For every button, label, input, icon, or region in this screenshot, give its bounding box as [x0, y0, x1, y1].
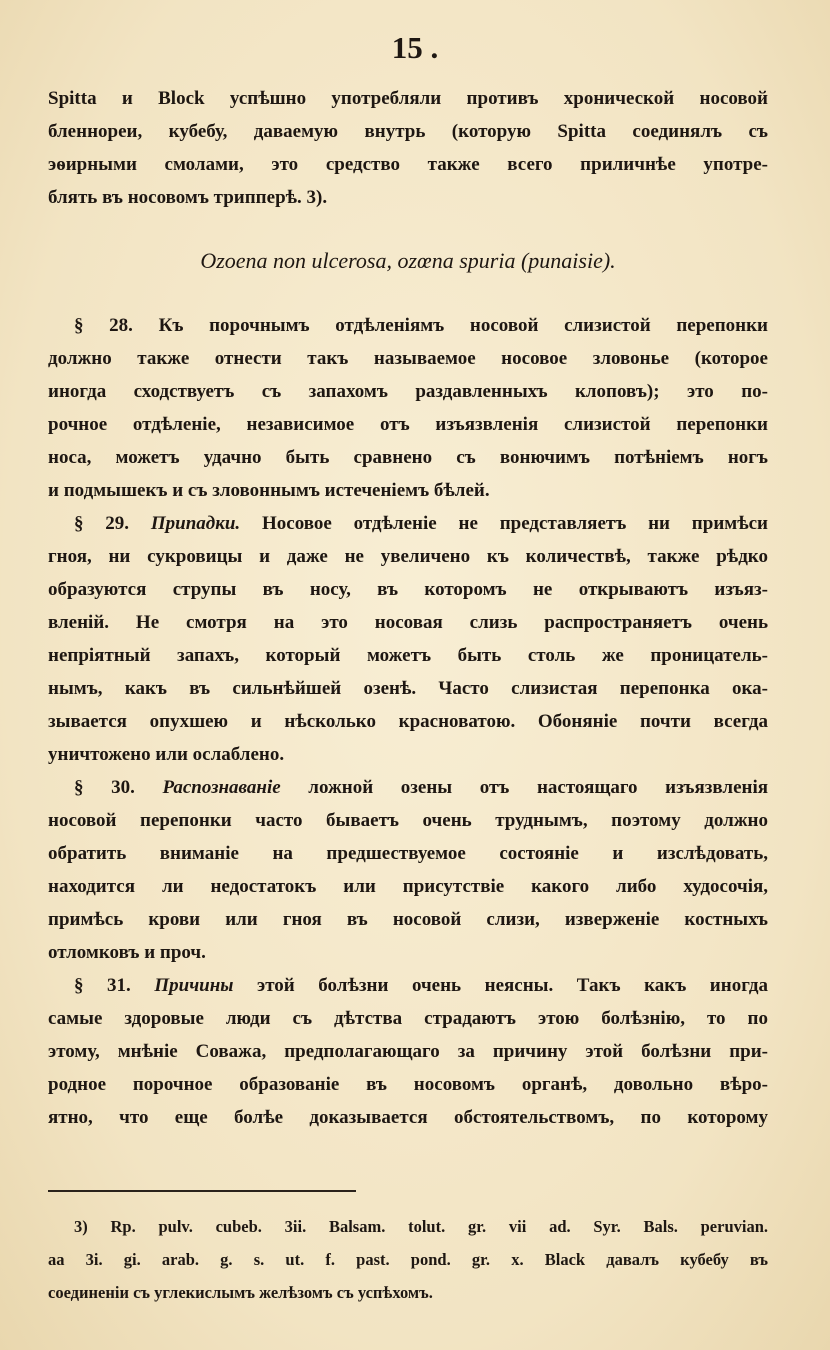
paragraph-29-line: образуются струпы въ носу, въ которомъ не открываютъ изъяз- [48, 579, 768, 600]
paragraph-30-line: носовой перепонки часто бываетъ очень труднымъ, поэтому должно [48, 810, 768, 831]
paragraph-30-line: примѣсь крови или гноя въ носовой слизи, изверженіе костныхъ [48, 909, 768, 930]
paragraph-28-line: рочное отдѣленіе, независимое отъ изъязвленія слизистой перепонки [48, 414, 768, 435]
section-text: ложной озены отъ настоящаго изъязвленія [308, 777, 769, 798]
text-line: эѳирными смолами, это средство также всего приличнѣе употре- [48, 154, 768, 175]
section-lead: Распознаваніе [162, 777, 281, 798]
paragraph-29-line: нымъ, какъ въ сильнѣйшей озенѣ. Часто слизистая перепонка ока- [48, 678, 768, 699]
footnote-line: соединеніи съ углекислымъ желѣзомъ съ успѣхомъ. [48, 1283, 433, 1302]
section-number: § 30. [74, 777, 135, 798]
paragraph-31-line: самые здоровые люди съ дѣтства страдаютъ этою болѣзнію, то по [48, 1008, 768, 1029]
section-number: § 29. [74, 513, 130, 534]
section-lead: Причины [154, 975, 234, 996]
section-lead: Припадки. [150, 513, 241, 534]
paragraph-28-line: иногда сходствуетъ съ запахомъ раздавленныхъ клоповъ); это по- [48, 381, 768, 402]
paragraph-30-line: отломковъ и проч. [48, 942, 206, 963]
paragraph-29-first-line [48, 507, 768, 540]
section-text: Носовое отдѣленіе не представляетъ ни примѣси [261, 513, 768, 534]
text-line: Spitta и Block успѣшно употребляли противъ хронической носовой [48, 88, 768, 109]
paragraph-29-line: гноя, ни сукровицы и даже не увеличено къ количествѣ, также рѣдко [48, 546, 768, 567]
text-line: бленнореи, кубебу, даваемую внутрь (которую Spitta соединялъ съ [48, 121, 768, 142]
paragraph-31-line: родное порочное образованіе въ носовомъ органѣ, довольно вѣро- [48, 1074, 768, 1095]
paragraph-28-line: носа, можетъ удачно быть сравнено съ вонючимъ потѣніемъ ногъ [48, 447, 768, 468]
paragraph-30-line: находится ли недостатокъ или присутствіе какого либо худосочія, [48, 876, 768, 897]
paragraph-31-line: ятно, что еще болѣе доказывается обстоятельствомъ, по которому [48, 1107, 768, 1128]
section-number: § 31. [74, 975, 131, 996]
paragraph-28-line: и подмышекъ и съ зловоннымъ истеченіемъ бѣлей. [48, 480, 490, 501]
paragraph-30-line: обратить вниманіе на предшествуемое состояніе и изслѣдовать, [48, 843, 768, 864]
text-line: блять въ носовомъ трипперѣ. 3). [48, 187, 328, 208]
paragraph-28-line: § 28. Къ порочнымъ отдѣленіямъ носовой слизистой перепонки [74, 315, 768, 336]
section-heading: Ozoena non ulcerosa, ozœna spuria (punaisie). [200, 248, 616, 273]
paragraph-28-line: должно также отнести такъ называемое носовое зловонье (которое [48, 348, 768, 369]
page-number: 15 . [391, 30, 439, 65]
paragraph-30-first-line [48, 771, 768, 804]
paragraph-29-line: уничтожено или ослаблено. [48, 744, 285, 765]
footnote [48, 1210, 768, 1309]
footnote-divider [48, 1190, 356, 1192]
footnote-line: 3) Rp. pulv. cubeb. 3ii. Balsam. tolut. gr. vii ad. Syr. Bals. peruvian. [74, 1217, 768, 1236]
paragraph-29-line: зывается опухшею и нѣсколько красноватою. Обоняніе почти всегда [48, 711, 768, 732]
section-text: этой болѣзни очень неясны. Такъ какъ иногда [257, 975, 768, 996]
paragraph-29-line: вленій. Не смотря на это носовая слизь распространяетъ очень [48, 612, 768, 633]
main-text [48, 82, 768, 1134]
paragraph-29-line: непріятный запахъ, который можетъ быть столь же проницатель- [48, 645, 768, 666]
paragraph-31-first-line [48, 969, 768, 1002]
footnote-line: aa 3i. gi. arab. g. s. ut. f. past. pond. gr. x. Black давалъ кубебу въ [48, 1250, 768, 1269]
paragraph-31-line: этому, мнѣніе Соважа, предполагающаго за причину этой болѣзни при- [48, 1041, 768, 1062]
